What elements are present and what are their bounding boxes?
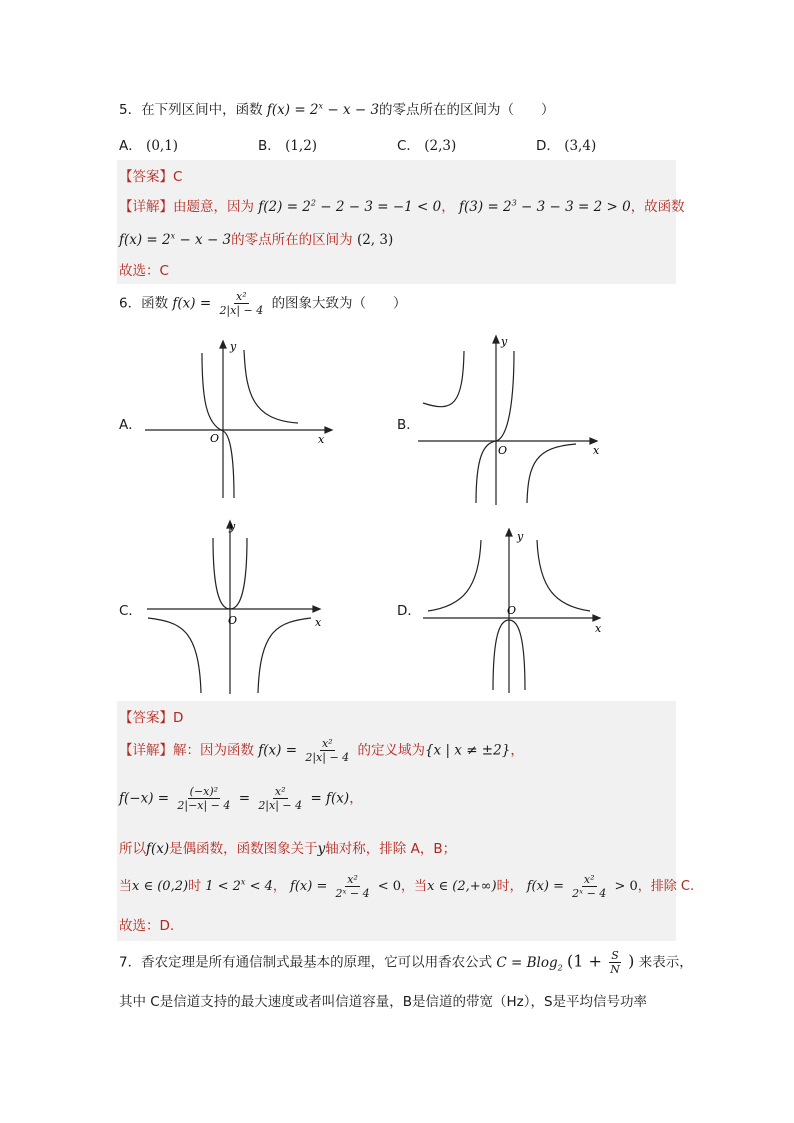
- q5-option-c[interactable]: C． (2,3): [397, 138, 457, 154]
- q5-option-a[interactable]: A． (0,1): [119, 138, 179, 154]
- q5-answer: 【答案】C: [119, 169, 183, 185]
- y-axis-arrow: [506, 529, 512, 536]
- x-label: x: [593, 444, 600, 457]
- curve-right: [244, 350, 298, 423]
- y-axis-arrow: [493, 336, 499, 343]
- x-label: x: [595, 622, 602, 635]
- q6-option-a-label[interactable]: A．: [119, 417, 142, 433]
- curve-upper-mid: [496, 351, 514, 441]
- y-label: y: [501, 335, 508, 348]
- curve-mid: [223, 431, 234, 498]
- q6-conclusion: 故选：D.: [119, 918, 175, 934]
- x-axis-arrow: [313, 606, 320, 612]
- q6-graph-d[interactable]: [423, 528, 608, 698]
- curve-lower-mid: [476, 441, 496, 503]
- q5-stem: 5．在下列区间中，函数 $f(x) = 2^x - x - 3$的零点所在的区间为（ ）: [119, 101, 555, 118]
- q5-detail-line2: $f(x) = 2^x - x - 3$的零点所在的区间为 (2, 3): [119, 231, 394, 248]
- q6-option-c-label[interactable]: C．: [119, 603, 142, 619]
- curve-upper-right: [537, 540, 590, 611]
- x-axis-arrow: [325, 427, 332, 433]
- q6-stem: 6．函数 f(x) = $\frac{\text{x²}}{2|x| - 4}$ 的图象大致为（ ）: [119, 290, 407, 317]
- curve-upper-left: [423, 351, 464, 407]
- curve-upper-left: [428, 540, 481, 611]
- q5-conclusion: 故选：C: [119, 263, 169, 279]
- origin-label: O: [507, 604, 517, 617]
- y-label: y: [517, 530, 524, 543]
- q6-graph-b[interactable]: [418, 333, 618, 508]
- q5-solution-box: [117, 160, 676, 284]
- x-axis-arrow: [593, 615, 600, 621]
- q7-line2: 其中 C是信道支持的最大速度或者叫信道容量，B是信道的带宽（Hz），S是平均信号功率: [119, 994, 648, 1010]
- curve-lower-left: [148, 618, 201, 693]
- curve-lower-right: [527, 444, 576, 503]
- q6-option-b-label[interactable]: B．: [397, 417, 420, 433]
- q5-option-d[interactable]: D． (3,4): [536, 138, 597, 154]
- q6-graph-c[interactable]: [145, 518, 330, 696]
- curve-lower-right: [258, 618, 311, 693]
- q6-detail-line4: 当x ∈ (0,2)时 $1 < 2^x < 4$， f(x) = $\frac{\text{x²}}{\text{2ˣ − 4}}$ < 0，当x ∈ (2,+∞)时， f(x) = $\frac{\text{x²}}{\text{2ˣ − 4}}$ > 0，排除 C.: [119, 873, 695, 900]
- q6-solution-box: [117, 701, 676, 941]
- y-label: y: [230, 340, 237, 353]
- q6-detail-line1: 【详解】解：因为函数 f(x) = $\frac{\text{x²}}{2|x| - 4}$ 的定义域为{x | x ≠ ±2}，: [119, 737, 524, 764]
- origin-label: O: [498, 444, 508, 457]
- q5-option-b[interactable]: B． (1,2): [258, 138, 318, 154]
- x-label: x: [318, 433, 325, 446]
- origin-label: O: [228, 614, 238, 627]
- q6-answer: 【答案】D: [119, 710, 184, 726]
- q6-option-d-label[interactable]: D．: [397, 603, 421, 619]
- q5-function: $f(x) = 2^x - x - 3$: [266, 101, 380, 118]
- q6-detail-line3: 所以f(x)是偶函数，函数图象关于y轴对称，排除 A，B；: [119, 841, 457, 857]
- origin-label: O: [210, 432, 220, 445]
- q6-detail-line2: f(−x) = $\frac{\text{(−x)²}}{2|-x| - 4}$ = $\frac{\text{x²}}{2|x| - 4}$ = f(x)，: [119, 785, 363, 812]
- q5-detail-line1: 【详解】由题意，因为 $f(2) = 2^2 - 2 - 3 = -1 < 0$， $f(3) = 2^3 - 3 - 3 = 2 > 0$，故函数: [119, 198, 685, 215]
- x-label: x: [315, 616, 322, 629]
- y-label: y: [229, 520, 236, 533]
- q6-graph-a[interactable]: [140, 338, 340, 503]
- y-axis-arrow: [220, 341, 226, 348]
- curve-left: [202, 353, 223, 431]
- q7-line1: 7．香农定理是所有通信制式最基本的原理，它可以用香农公式 C = Blog$_2$ (1 + $\frac{S}{N}$ ) 来表示，: [119, 949, 693, 976]
